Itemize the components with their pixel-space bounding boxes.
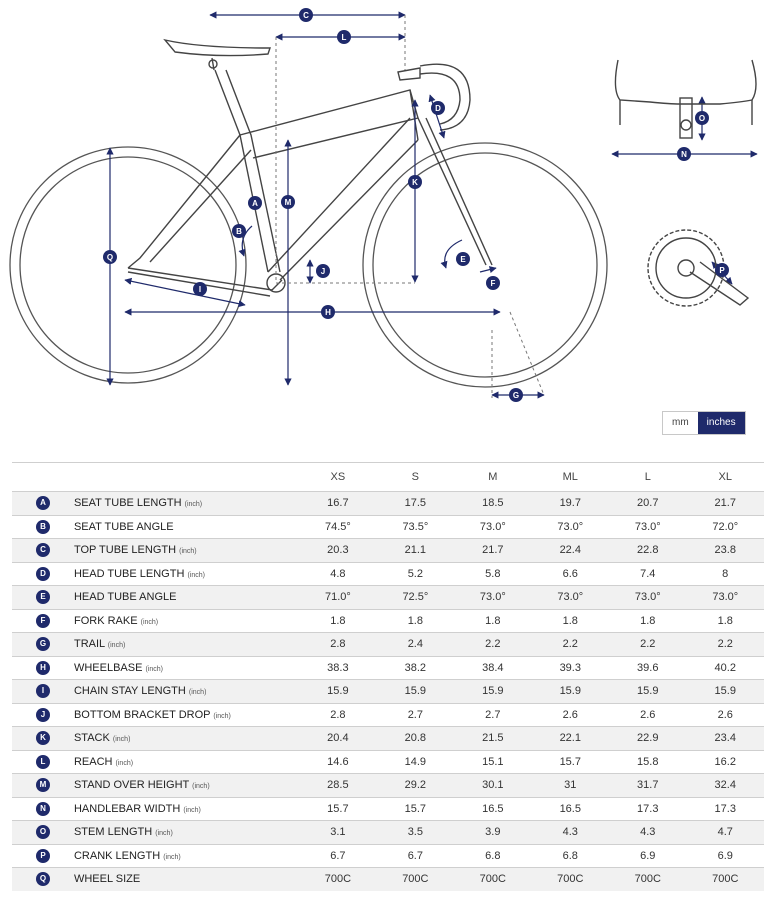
marker-letter: K — [412, 178, 418, 187]
measure-letter-badge: D — [36, 567, 50, 581]
table-row — [12, 656, 764, 680]
table-row — [12, 844, 764, 868]
measurement-unit: (inch) — [187, 571, 205, 579]
table-cell: 15.9 — [454, 680, 531, 704]
table-cell: 2.2 — [532, 633, 609, 657]
measurement-name: FORK RAKE — [73, 614, 138, 627]
measurement-name: BOTTOM BRACKET DROP — [73, 708, 211, 721]
table-cell: 20.3 — [299, 539, 376, 563]
table-row — [12, 586, 764, 610]
measure-letter-badge: F — [36, 614, 50, 628]
table-cell: 22.4 — [532, 539, 609, 563]
marker-letter: N — [681, 150, 687, 159]
table-cell: 15.8 — [609, 750, 686, 774]
measure-letter-badge: H — [36, 661, 50, 675]
table-cell: 71.0° — [299, 586, 376, 610]
table-row — [12, 750, 764, 774]
table-cell: 7.4 — [609, 562, 686, 586]
table-cell: 31 — [532, 774, 609, 798]
table-cell: 4.3 — [609, 821, 686, 845]
measure-letter-badge: G — [36, 637, 50, 651]
table-cell: 39.3 — [532, 656, 609, 680]
size-header: XS — [299, 463, 376, 492]
measure-letter-badge: I — [36, 684, 50, 698]
table-cell: 6.9 — [686, 844, 764, 868]
table-cell: 20.4 — [299, 727, 376, 751]
table-row — [12, 492, 764, 516]
table-cell: 4.8 — [299, 562, 376, 586]
table-cell: 23.8 — [686, 539, 764, 563]
table-cell: 6.7 — [377, 844, 454, 868]
measure-letter-badge: O — [36, 825, 50, 839]
crankset-detail — [648, 230, 748, 306]
measure-letter-badge: P — [36, 849, 50, 863]
measurement-unit: (inch) — [112, 736, 131, 744]
table-cell: 2.7 — [377, 703, 454, 727]
size-header: L — [609, 463, 686, 492]
table-cell: 2.6 — [686, 703, 764, 727]
table-cell: 73.0° — [686, 586, 764, 610]
table-cell: 8 — [686, 562, 764, 586]
table-cell: 15.9 — [299, 680, 376, 704]
table-row — [12, 562, 764, 586]
table-cell: 73.0° — [609, 586, 686, 610]
table-row — [12, 797, 764, 821]
table-cell: 700C — [454, 868, 531, 891]
marker-7 — [316, 264, 330, 278]
table-cell: 15.9 — [377, 680, 454, 704]
measurement-unit: (inch) — [188, 689, 207, 697]
marker-6 — [232, 224, 246, 238]
table-cell: 5.2 — [377, 562, 454, 586]
front-wheel — [363, 143, 607, 387]
table-cell: 14.9 — [377, 750, 454, 774]
measure-letter-badge: C — [36, 543, 50, 557]
measurement-name: TOP TUBE LENGTH — [73, 544, 177, 557]
table-cell: 3.9 — [454, 821, 531, 845]
table-row — [12, 727, 764, 751]
measure-letter-badge: J — [36, 708, 50, 722]
table-cell: 17.3 — [609, 797, 686, 821]
table-cell: 2.2 — [686, 633, 764, 657]
measurement-name: SEAT TUBE LENGTH — [73, 497, 182, 510]
geometry-table — [12, 462, 764, 891]
table-cell: 21.1 — [377, 539, 454, 563]
size-header: XL — [686, 463, 764, 492]
marker-8 — [456, 252, 470, 266]
measure-letter-badge: N — [36, 802, 50, 816]
table-row — [12, 609, 764, 633]
table-cell: 16.2 — [686, 750, 764, 774]
table-cell: 20.7 — [609, 492, 686, 516]
measure-letter-badge: K — [36, 731, 50, 745]
table-cell: 73.0° — [454, 586, 531, 610]
measurement-name: TRAIL — [73, 638, 105, 651]
table-cell: 6.8 — [532, 844, 609, 868]
table-row — [12, 633, 764, 657]
measure-letter-badge: E — [36, 590, 50, 604]
table-row — [12, 868, 764, 891]
marker-letter: J — [320, 267, 326, 276]
measurement-name: HEAD TUBE ANGLE — [73, 591, 177, 604]
table-row — [12, 680, 764, 704]
table-row — [12, 539, 764, 563]
table-cell: 40.2 — [686, 656, 764, 680]
table-cell: 15.9 — [609, 680, 686, 704]
table-cell: 16.5 — [454, 797, 531, 821]
table-cell: 700C — [377, 868, 454, 891]
marker-letter: O — [698, 114, 706, 123]
table-cell: 21.5 — [454, 727, 531, 751]
table-cell: 6.7 — [299, 844, 376, 868]
marker-15 — [677, 147, 691, 161]
table-cell: 4.7 — [686, 821, 764, 845]
measure-letter-badge: A — [36, 496, 50, 510]
table-cell: 2.2 — [454, 633, 531, 657]
table-cell: 15.1 — [454, 750, 531, 774]
table-cell: 74.5° — [299, 515, 376, 539]
handlebar-detail — [615, 60, 756, 138]
table-cell: 700C — [532, 868, 609, 891]
measure-letter-badge: B — [36, 520, 50, 534]
measurement-name: SEAT TUBE ANGLE — [73, 520, 174, 533]
table-cell: 38.2 — [377, 656, 454, 680]
table-cell: 73.0° — [454, 515, 531, 539]
measurement-unit: (inch) — [179, 548, 197, 556]
table-cell: 15.7 — [299, 797, 376, 821]
table-cell: 39.6 — [609, 656, 686, 680]
measurement-unit: (inch) — [107, 642, 126, 650]
measure-letter-badge: Q — [36, 872, 50, 886]
table-cell: 38.4 — [454, 656, 531, 680]
table-cell: 72.0° — [686, 515, 764, 539]
table-cell: 1.8 — [299, 609, 376, 633]
marker-5 — [408, 175, 422, 189]
table-cell: 19.7 — [532, 492, 609, 516]
table-cell: 2.6 — [609, 703, 686, 727]
table-cell: 6.9 — [609, 844, 686, 868]
measure-letter-badge: L — [36, 755, 50, 769]
table-cell: 16.5 — [532, 797, 609, 821]
geometry-table-body — [12, 492, 764, 891]
table-cell: 2.8 — [299, 633, 376, 657]
measurement-unit: (inch) — [184, 501, 203, 509]
rear-wheel — [10, 147, 246, 383]
measurement-unit: (inch) — [163, 853, 181, 861]
table-cell: 73.5° — [377, 515, 454, 539]
table-cell: 18.5 — [454, 492, 531, 516]
table-cell: 23.4 — [686, 727, 764, 751]
marker-letter: G — [512, 391, 520, 400]
marker-0 — [299, 8, 313, 22]
measurement-name: WHEEL SIZE — [73, 873, 141, 886]
table-cell: 1.8 — [609, 609, 686, 633]
marker-9 — [486, 276, 500, 290]
marker-letter: B — [236, 227, 242, 236]
table-cell: 700C — [299, 868, 376, 891]
measurement-unit: (inch) — [192, 783, 210, 791]
guide-lines — [276, 15, 544, 398]
table-cell: 15.9 — [532, 680, 609, 704]
table-cell: 3.1 — [299, 821, 376, 845]
unit-inches-button[interactable]: inches — [698, 412, 745, 434]
table-cell: 21.7 — [454, 539, 531, 563]
table-cell: 22.8 — [609, 539, 686, 563]
table-cell: 6.8 — [454, 844, 531, 868]
table-cell: 17.3 — [686, 797, 764, 821]
measurement-unit: (inch) — [155, 830, 173, 838]
marker-2 — [431, 101, 445, 115]
table-cell: 2.7 — [454, 703, 531, 727]
table-row — [12, 703, 764, 727]
measurement-unit: (inch) — [115, 759, 134, 767]
marker-letter: M — [284, 198, 292, 207]
measurement-name: HANDLEBAR WIDTH — [73, 802, 181, 815]
unit-mm-button[interactable]: mm — [663, 412, 698, 434]
table-cell: 5.8 — [454, 562, 531, 586]
marker-letter: C — [303, 11, 309, 20]
marker-letter: A — [252, 199, 258, 208]
table-cell: 1.8 — [532, 609, 609, 633]
table-cell: 700C — [686, 868, 764, 891]
table-cell: 16.7 — [299, 492, 376, 516]
measurement-name: STEM LENGTH — [73, 826, 153, 839]
measurement-name: STACK — [73, 732, 110, 745]
marker-letter: F — [490, 279, 496, 288]
table-cell: 2.4 — [377, 633, 454, 657]
table-cell: 73.0° — [532, 586, 609, 610]
marker-4 — [281, 195, 295, 209]
table-cell: 2.6 — [532, 703, 609, 727]
table-row — [12, 821, 764, 845]
table-cell: 1.8 — [454, 609, 531, 633]
table-row — [12, 515, 764, 539]
table-cell: 38.3 — [299, 656, 376, 680]
table-cell: 6.6 — [532, 562, 609, 586]
measurement-unit: (inch) — [213, 712, 231, 720]
unit-toggle — [662, 411, 746, 435]
marker-12 — [321, 305, 335, 319]
measurement-name: CHAIN STAY LENGTH — [73, 685, 186, 698]
measurement-name: CRANK LENGTH — [73, 849, 161, 862]
table-cell: 2.8 — [299, 703, 376, 727]
measurement-unit: (inch) — [145, 665, 164, 673]
marker-13 — [509, 388, 523, 402]
table-cell: 20.8 — [377, 727, 454, 751]
bike-geometry-diagram — [0, 0, 768, 440]
marker-16 — [715, 263, 729, 277]
table-cell: 15.9 — [686, 680, 764, 704]
table-cell: 29.2 — [377, 774, 454, 798]
table-cell: 73.0° — [609, 515, 686, 539]
table-cell: 22.9 — [609, 727, 686, 751]
measurement-markers — [103, 8, 729, 402]
table-cell: 32.4 — [686, 774, 764, 798]
size-header-row — [12, 463, 764, 492]
table-cell: 22.1 — [532, 727, 609, 751]
marker-10 — [103, 250, 117, 264]
table-cell: 1.8 — [686, 609, 764, 633]
measurement-unit: (inch) — [183, 806, 201, 814]
measurement-name: WHEELBASE — [73, 661, 143, 674]
table-cell: 1.8 — [377, 609, 454, 633]
table-cell: 700C — [609, 868, 686, 891]
table-cell: 15.7 — [532, 750, 609, 774]
marker-letter: Q — [106, 253, 114, 262]
measurement-name: HEAD TUBE LENGTH — [73, 567, 185, 580]
table-cell: 14.6 — [299, 750, 376, 774]
table-row — [12, 774, 764, 798]
table-cell: 30.1 — [454, 774, 531, 798]
marker-14 — [695, 111, 709, 125]
table-cell: 17.5 — [377, 492, 454, 516]
measure-letter-badge: M — [36, 778, 50, 792]
measurement-name: REACH — [73, 755, 113, 768]
size-header: M — [454, 463, 531, 492]
marker-11 — [193, 282, 207, 296]
table-cell: 31.7 — [609, 774, 686, 798]
marker-letter: H — [325, 308, 331, 317]
table-cell: 21.7 — [686, 492, 764, 516]
marker-letter: D — [435, 104, 441, 113]
marker-letter: I — [198, 285, 202, 294]
measurement-unit: (inch) — [140, 618, 159, 626]
size-header: S — [377, 463, 454, 492]
marker-letter: L — [341, 33, 347, 42]
table-cell: 4.3 — [532, 821, 609, 845]
table-cell: 2.2 — [609, 633, 686, 657]
table-cell: 28.5 — [299, 774, 376, 798]
table-cell: 73.0° — [532, 515, 609, 539]
table-cell: 72.5° — [377, 586, 454, 610]
marker-letter: P — [719, 266, 725, 275]
size-header: ML — [532, 463, 609, 492]
saddle — [165, 40, 270, 70]
marker-3 — [248, 196, 262, 210]
measurement-name: STAND OVER HEIGHT — [73, 779, 190, 792]
table-cell: 15.7 — [377, 797, 454, 821]
marker-1 — [337, 30, 351, 44]
table-cell: 3.5 — [377, 821, 454, 845]
marker-letter: E — [460, 255, 466, 264]
